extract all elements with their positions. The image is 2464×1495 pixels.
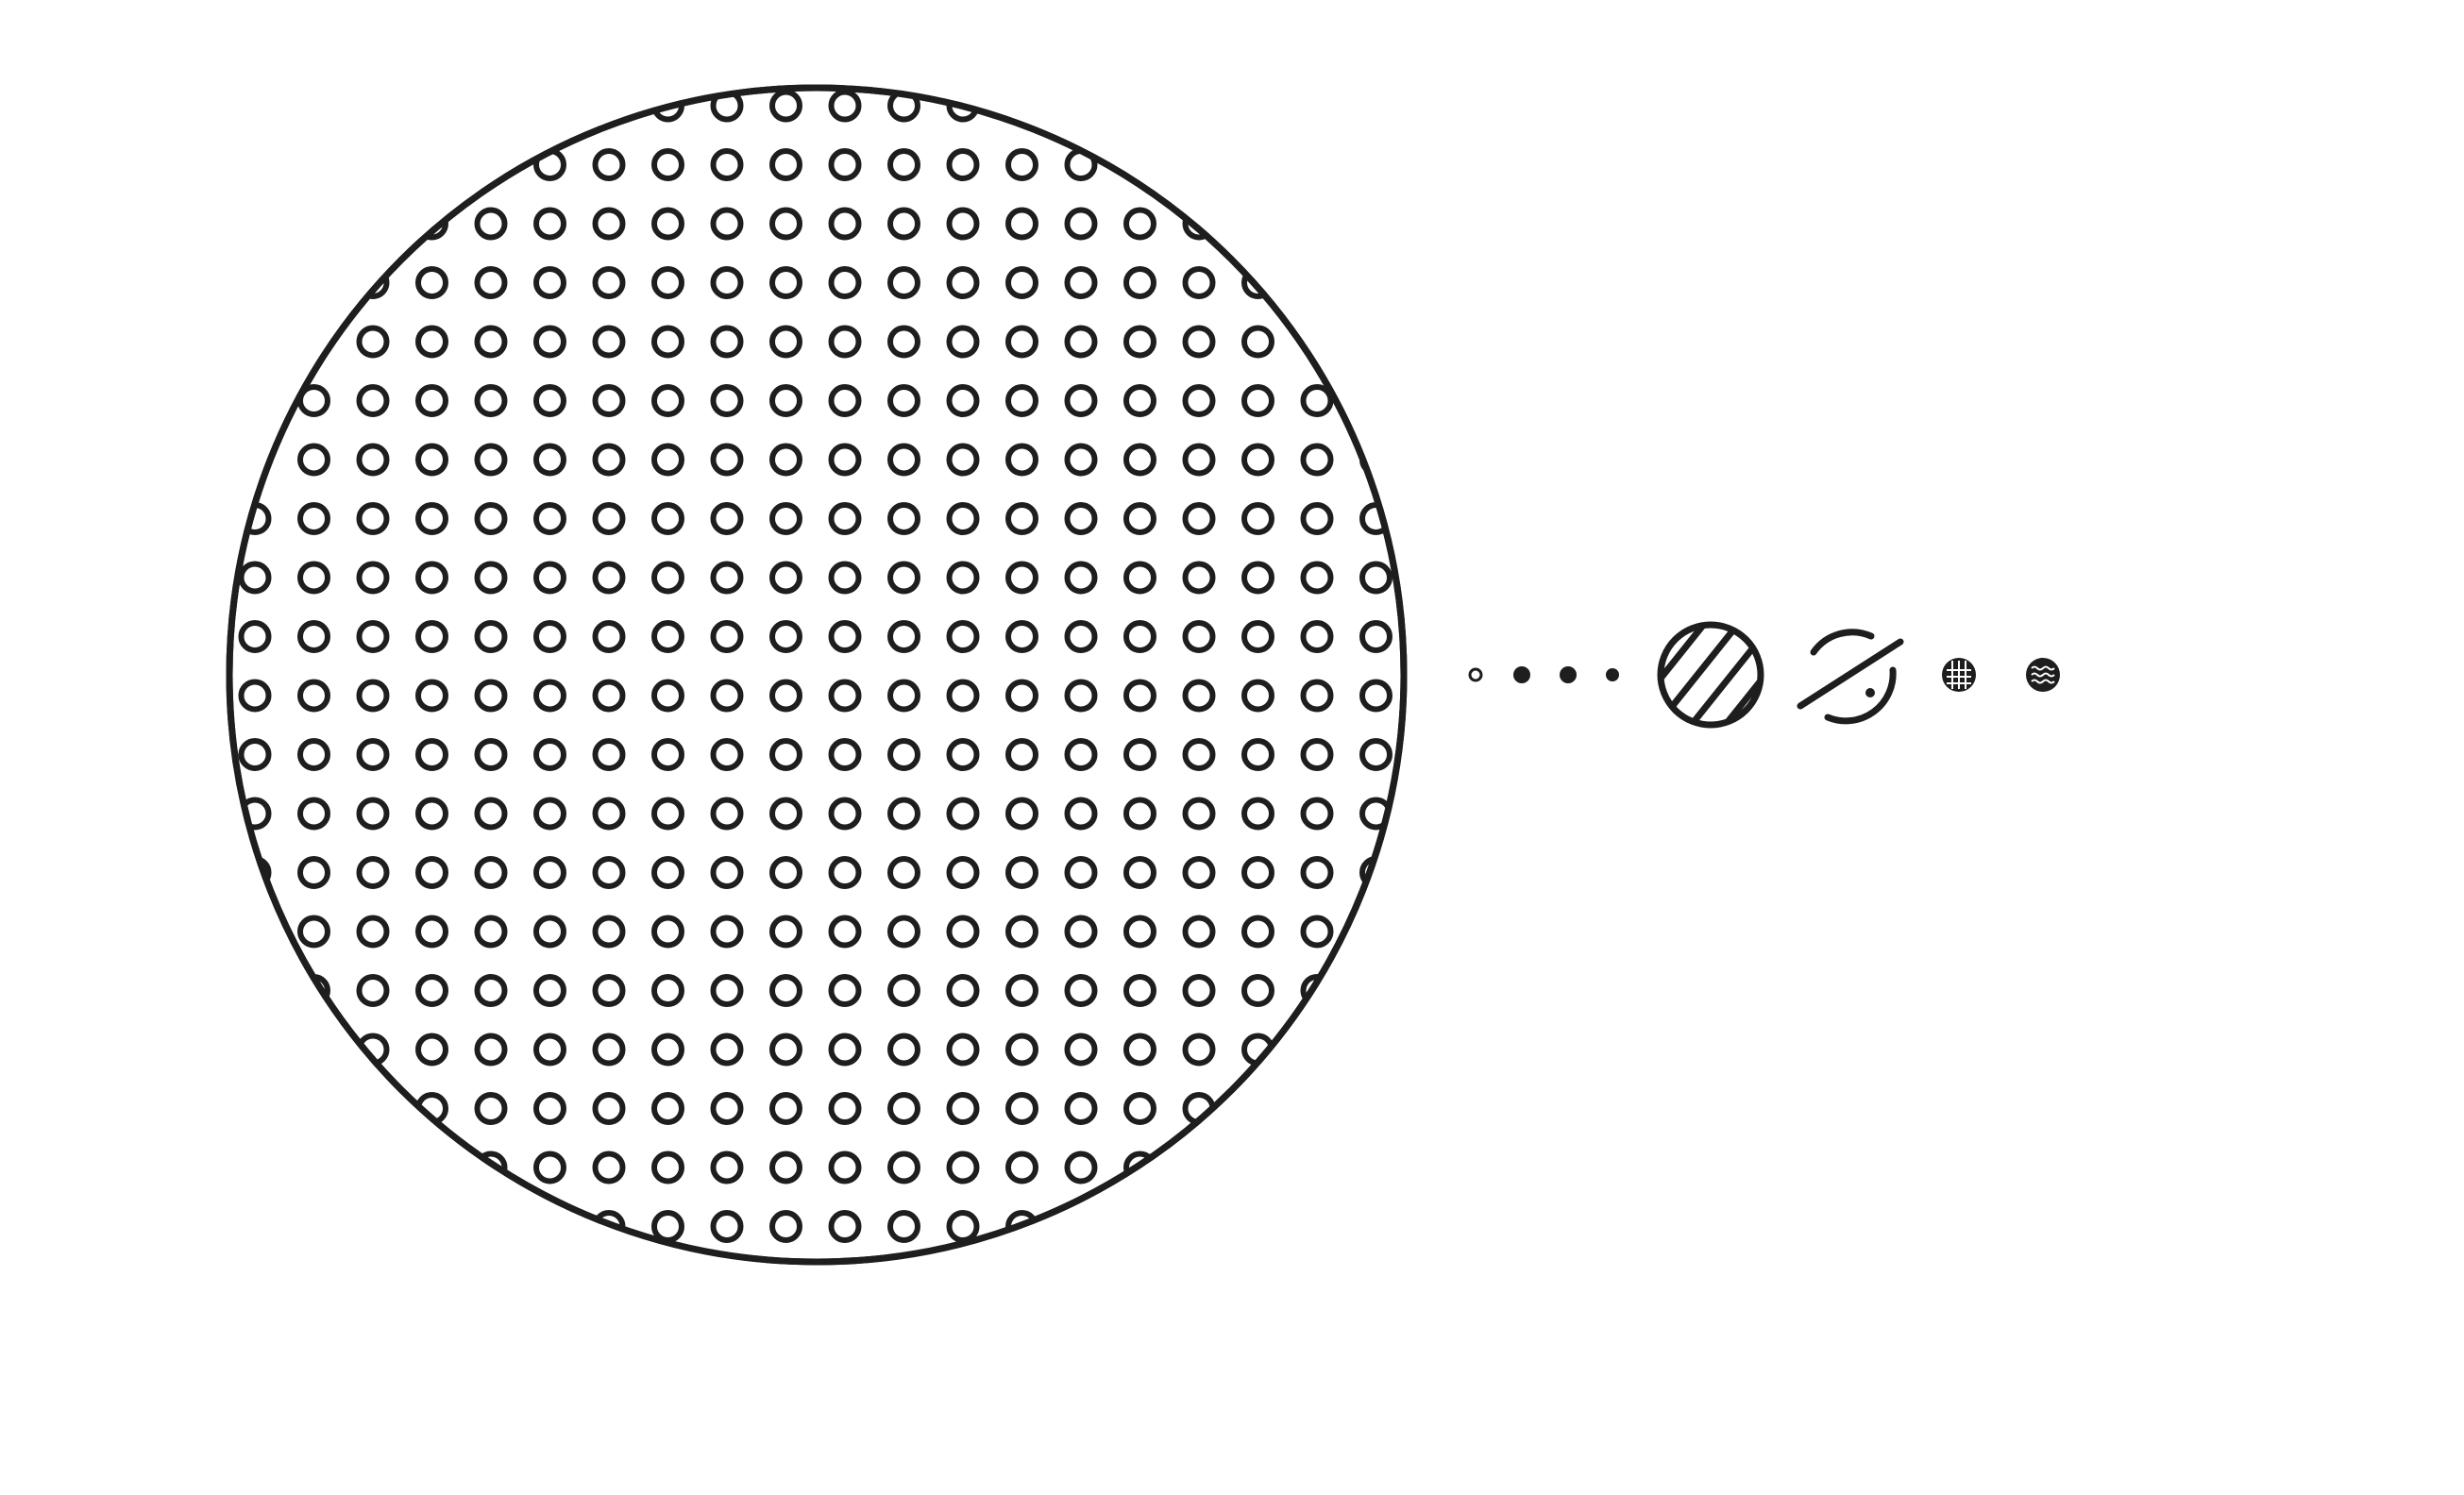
sun-ring-dot	[950, 1272, 977, 1300]
sun-ring-dot	[360, 92, 387, 120]
sun-ring-dot	[1422, 387, 1449, 414]
sun-ring-dot	[242, 918, 269, 946]
sun-ring-dot	[1422, 269, 1449, 296]
sun-ring-dot	[1362, 151, 1390, 178]
sun-ring-dot	[478, 1272, 505, 1300]
sun-ring-dot	[1362, 328, 1390, 356]
sun-ring-dot	[1186, 1154, 1213, 1182]
sun-ring-dot	[478, 151, 505, 178]
sun-ring-dot	[1362, 387, 1390, 414]
sun-ring-dot	[1422, 977, 1449, 1004]
sun-ring-dot	[1422, 505, 1449, 532]
sun-ring-dot	[1244, 1154, 1272, 1182]
sun-ring-dot	[300, 210, 328, 238]
sun-ring-dot	[1126, 151, 1154, 178]
sun-ring-dot	[242, 328, 269, 356]
neptune-icon	[2026, 658, 2060, 692]
sun-ring-dot	[536, 1272, 564, 1300]
sun-ring-dot	[300, 1213, 328, 1240]
sun-ring-dot	[1422, 1095, 1449, 1122]
sun-ring-dot	[1362, 1272, 1390, 1300]
jupiter-icon	[1626, 585, 1796, 774]
sun-ring-dot	[242, 1272, 269, 1300]
sun-ring-dot	[654, 1272, 682, 1300]
sun-ring-dot	[1304, 92, 1331, 120]
sun-ring-dot	[1244, 1213, 1272, 1240]
sun-ring-dot	[1362, 210, 1390, 238]
sun-ring-dot	[1304, 151, 1331, 178]
sun-ring-dot	[242, 151, 269, 178]
sun-ring-dot	[1362, 918, 1390, 946]
sun-ring-dot	[1244, 1272, 1272, 1300]
sun-ring-dot	[1422, 446, 1449, 474]
mars-icon	[1606, 668, 1619, 681]
sun-ring-dot	[300, 151, 328, 178]
saturn-icon	[1800, 632, 1900, 721]
sun-ring-dot	[300, 1036, 328, 1064]
sun-ring-dot	[242, 1213, 269, 1240]
sun-ring-dot	[242, 210, 269, 238]
sun-ring-dot	[1422, 1154, 1449, 1182]
sun-ring-dot	[478, 1213, 505, 1240]
sun-ring-dot	[1422, 151, 1449, 178]
sun-ring-dot	[772, 1272, 800, 1300]
sun-ring-dot	[300, 1154, 328, 1182]
sun-ring-dot	[360, 151, 387, 178]
sun-ring-dot	[1126, 92, 1154, 120]
sun-ring-dot	[832, 1272, 859, 1300]
mercury-icon	[1470, 669, 1481, 680]
sun-ring-dot	[1068, 1272, 1095, 1300]
sun-ring-dot	[360, 1272, 387, 1300]
sun-ring-dot	[596, 92, 623, 120]
sun-ring-dot	[536, 1213, 564, 1240]
sun-ring-dot	[1304, 1036, 1331, 1064]
sun-ring-dot	[536, 92, 564, 120]
earth-icon	[1560, 666, 1577, 683]
sun-ring-dot	[1304, 210, 1331, 238]
sun-ring-dot	[1186, 1213, 1213, 1240]
sun-ring-dot	[478, 92, 505, 120]
sun-ring-dot	[1304, 1154, 1331, 1182]
sun-ring-dot	[242, 977, 269, 1004]
sun-ring-dot	[1422, 800, 1449, 828]
sun-ring-dot	[1362, 1154, 1390, 1182]
sun-ring-dot	[242, 1036, 269, 1064]
sun-ring-dot	[1422, 564, 1449, 592]
sun-ring-dot	[1068, 1213, 1095, 1240]
sun-ring-dot	[1422, 328, 1449, 356]
sun-ring-dot	[1126, 1272, 1154, 1300]
sun-ring-dot	[1422, 918, 1449, 946]
sun-ring-dot	[1362, 977, 1390, 1004]
sun-ring-dot	[1422, 210, 1449, 238]
venus-icon	[1513, 666, 1530, 683]
sun-ring-dot	[1422, 623, 1449, 650]
sun-ring-dot	[300, 1095, 328, 1122]
sun-ring-dot	[1362, 269, 1390, 296]
sun-ring-dot	[360, 1154, 387, 1182]
sun-ring-dot	[242, 387, 269, 414]
sun-ring-dot	[300, 1272, 328, 1300]
sun-ring-dot	[360, 210, 387, 238]
sun-ring-dot	[1186, 1272, 1213, 1300]
sun-ring-dot	[418, 1154, 446, 1182]
sun-ring-dot	[360, 1213, 387, 1240]
sun-ring-dot	[890, 1272, 918, 1300]
sun-ring-dot	[242, 1154, 269, 1182]
sun-ring-dot	[1422, 1036, 1449, 1064]
sun-ring-dot	[1304, 269, 1331, 296]
sun-ring-dot	[1126, 1213, 1154, 1240]
sun-ring-dot	[300, 92, 328, 120]
sun-ring-dot	[1422, 1272, 1449, 1300]
sun-ring-dot	[1068, 92, 1095, 120]
sun-ring-dot	[1304, 1095, 1331, 1122]
sun-ring-dot	[1008, 1272, 1036, 1300]
sun-ring-dot	[242, 1095, 269, 1122]
sun-ring-dot	[242, 269, 269, 296]
sun-ring-dot	[1244, 1095, 1272, 1122]
sun-ring-dot	[1422, 1213, 1449, 1240]
sun-ring-dot	[1362, 1213, 1390, 1240]
uranus-icon	[1942, 658, 1976, 692]
sun-ring-dot	[1244, 92, 1272, 120]
sun-ring-dot	[1422, 859, 1449, 886]
sun-ring-dot	[418, 151, 446, 178]
sun-ring-dot	[1362, 1095, 1390, 1122]
sun-ring-dot	[714, 1272, 741, 1300]
sun-ring-dot	[360, 1095, 387, 1122]
sun-ring-dot	[242, 92, 269, 120]
sun-ring-dot	[418, 1272, 446, 1300]
sun-ring-dot	[1362, 92, 1390, 120]
sun-ring-dot	[1304, 1213, 1331, 1240]
sun-ring-dot	[1422, 92, 1449, 120]
sun-ring-dot	[418, 1213, 446, 1240]
sun-ring-dot	[418, 92, 446, 120]
sun-ring-dot	[596, 1272, 623, 1300]
sun-ring-dot	[1244, 210, 1272, 238]
sun-ring-dot	[1186, 151, 1213, 178]
sun-ring-dot	[1008, 92, 1036, 120]
sun-ring-dot	[1304, 1272, 1331, 1300]
sun-ring-dot	[1186, 92, 1213, 120]
sun-ring-dot	[1422, 682, 1449, 710]
sun-icon	[229, 88, 1449, 1300]
sun-ring-dot	[1362, 1036, 1390, 1064]
sun-ring-dot	[1244, 151, 1272, 178]
sun-ring-dot	[1422, 741, 1449, 768]
sun-ring-dot	[300, 269, 328, 296]
